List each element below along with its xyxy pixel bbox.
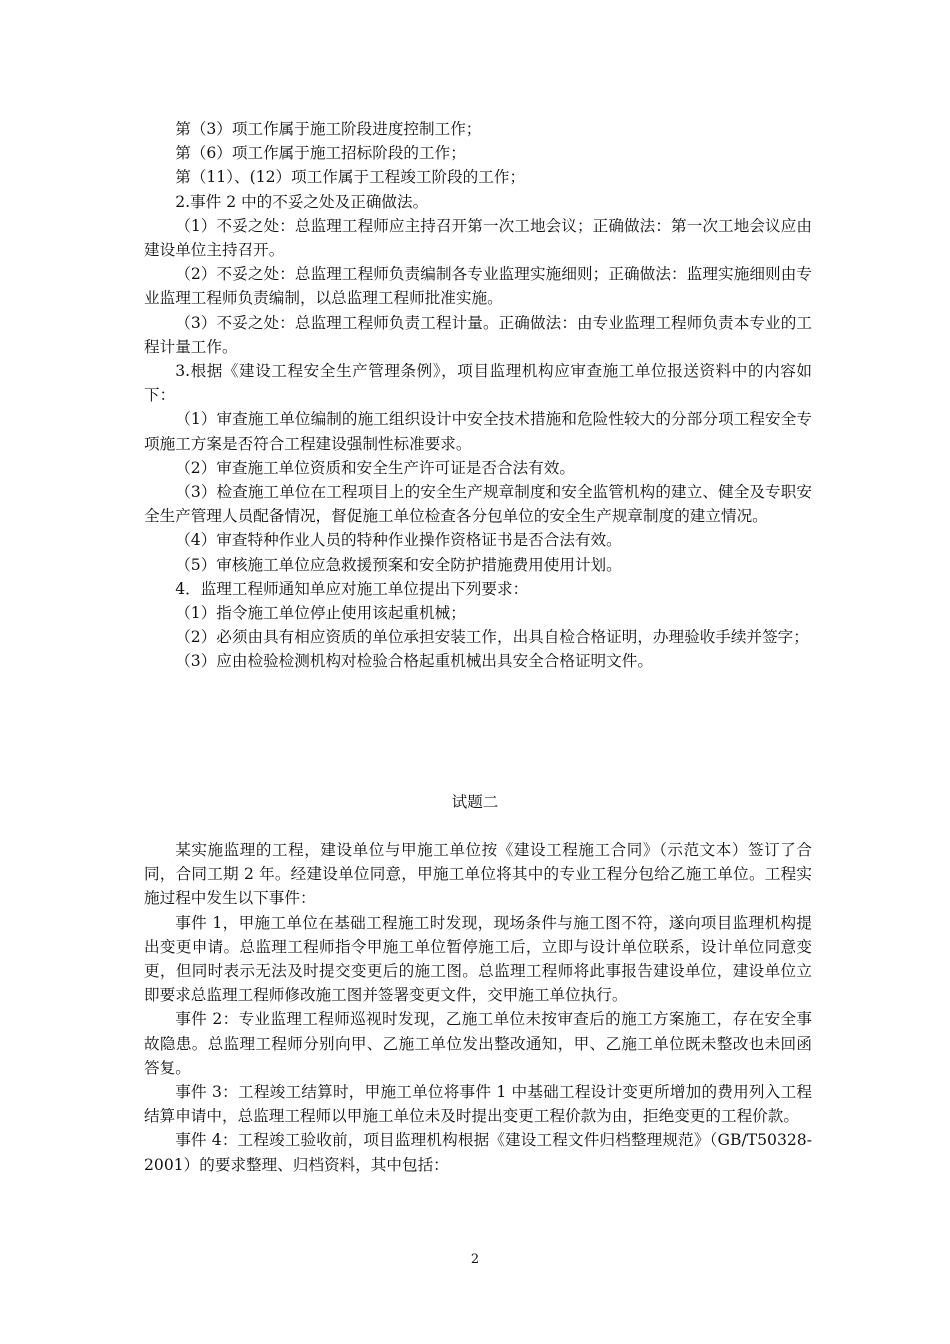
question-paragraph: 事件 3：工程竣工结算时，甲施工单位将事件 1 中基础工程设计变更所增加的费用列入工程结算申请中，总监理工程师以甲施工单位未及时提出变更工程价款为由，拒绝变更的工程价款。 <box>144 1083 812 1126</box>
answer-paragraph: （1）审查施工单位编制的施工组织设计中安全技术措施和危险性较大的分部分项工程安全专项施工方案是否符合工程建设强制性标准要求。 <box>144 410 812 453</box>
answer-paragraph: （1）不妥之处：总监理工程师应主持召开第一次工地会议；正确做法：第一次工地会议应由建设单位主持召开。 <box>144 216 812 260</box>
answer-paragraph: 4．监理工程师通知单应对施工单位提出下列要求： <box>175 579 529 598</box>
answer-paragraph: （2）审查施工单位资质和安全生产许可证是否合法有效。 <box>175 458 575 477</box>
answer-paragraph: （5）审核施工单位应急救援预案和安全防护措施费用使用计划。 <box>175 555 622 574</box>
answer-paragraph: 第（11）、(12）项工作属于工程竣工阶段的工作； <box>175 168 526 187</box>
answer-paragraph: （3）不妥之处：总监理工程师负责工程计量。正确做法：由专业监理工程师负责本专业的工程计量工作。 <box>144 313 812 356</box>
question-paragraph: 事件 4：工程竣工验收前，项目监理机构根据《建设工程文件归档整理规范》（GB/T50328-2001）的要求整理、归档资料，其中包括： <box>144 1131 812 1174</box>
answer-paragraph: （2）不妥之处：总监理工程师负责编制各专业监理实施细则；正确做法：监理实施细则由专业监理工程师负责编制，以总监理工程师批准实施。 <box>144 265 812 308</box>
answer-paragraph: （3）应由检验检测机构对检验合格起重机械出具安全合格证明文件。 <box>175 652 653 671</box>
question-paragraph: 事件 2：专业监理工程师巡视时发现，乙施工单位未按审查后的施工方案施工，存在安全事故隐患。总监理工程师分别向甲、乙施工单位发出整改通知，甲、乙施工单位既未整改也未回函答复。 <box>144 1010 812 1077</box>
question-paragraph: 某实施监理的工程，建设单位与甲施工单位按《建设工程施工合同》（示范文本）签订了合同，合同工期 2 年。经建设单位同意，甲施工单位将其中的专业工程分包给乙施工单位。工程实施过程中发生以下事件： <box>144 841 812 908</box>
question-section <box>144 838 812 1177</box>
answer-paragraph: （4）审查特种作业人员的特种作业操作资格证书是否合法有效。 <box>175 531 622 550</box>
answer-paragraph: 3.根据《建设工程安全生产管理条例》，项目监理机构应审查施工单位报送资料中的内容如下： <box>144 362 812 405</box>
question-paragraph: 事件 1，甲施工单位在基础工程施工时发现，现场条件与施工图不符，遂向项目监理机构提出变更申请。总监理工程师指令甲施工单位暂停施工后，立即与设计单位联系，设计单位同意变更，但同时表示无法及时提交变更后的施工图。总监理工程师将此事报告建设单位，建设单位立即要求总监理工程师修改施工图并签署变更文件，交甲施工单位执行。 <box>144 913 812 1005</box>
section-title: 试题二 <box>451 793 499 811</box>
answer-paragraph: （2）必须由具有相应资质的单位承担安装工作，出具自检合格证明，办理验收手续并签字； <box>175 628 809 647</box>
page-number: 2 <box>470 1252 480 1267</box>
answer-paragraph: 2.事件 2 中的不妥之处及正确做法。 <box>175 192 429 211</box>
answer-section <box>144 117 812 674</box>
answer-paragraph: 第（3）项工作属于施工阶段进度控制工作； <box>175 120 482 138</box>
answer-paragraph: （3）检查施工单位在工程项目上的安全生产规章制度和安全监管机构的建立、健全及专职安全生产管理人员配备情况，督促施工单位检查各分包单位的安全生产规章制度的建立情况。 <box>144 483 812 526</box>
answer-paragraph: 第（6）项工作属于施工招标阶段的工作； <box>175 144 466 163</box>
answer-paragraph: （1）指令施工单位停止使用该起重机械； <box>175 604 466 623</box>
